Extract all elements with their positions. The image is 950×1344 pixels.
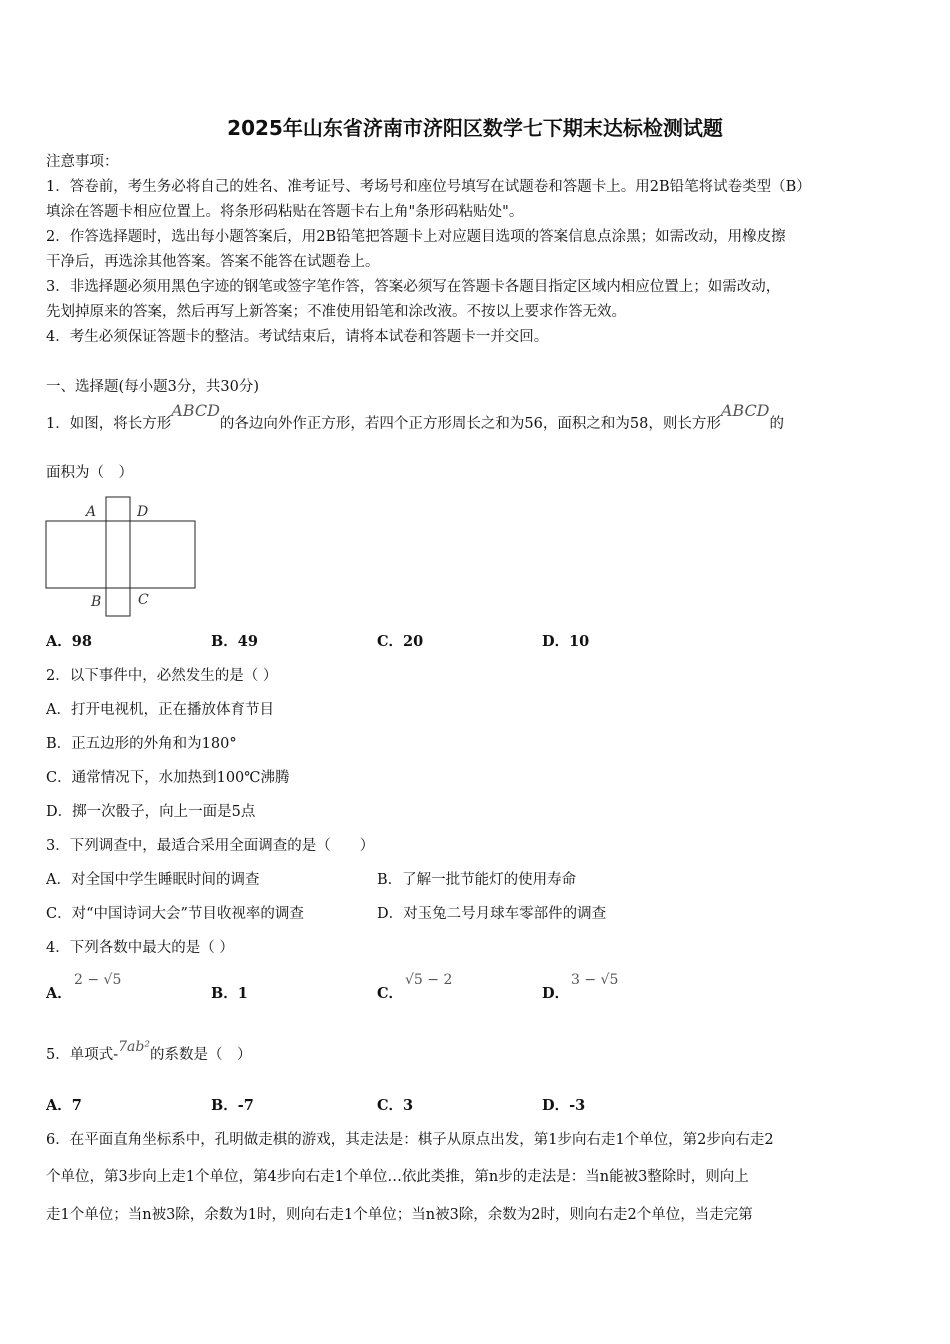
q1-math-abcd: ABCD <box>171 401 220 420</box>
figure-label-c: C <box>138 592 149 608</box>
q1-option-b[interactable]: B．49 <box>211 633 258 650</box>
q2-option-a[interactable]: A．打开电视机，正在播放体育节目 <box>46 702 274 718</box>
question-1-stem <box>46 401 785 434</box>
q3-option-b[interactable]: B．了解一批节能灯的使用寿命 <box>377 872 577 888</box>
q5-math-monomial: 7ab² <box>118 1039 150 1055</box>
q5-option-d[interactable]: D．-3 <box>542 1097 586 1114</box>
q1-option-a[interactable]: A．98 <box>46 633 92 650</box>
q4-option-a[interactable]: A． <box>46 985 72 1002</box>
q5-option-c[interactable]: C．3 <box>377 1097 414 1114</box>
q4-option-c[interactable]: C． <box>377 985 404 1002</box>
figure-label-a: A <box>86 504 97 520</box>
q3-option-a[interactable]: A．对全国中学生睡眠时间的调查 <box>46 872 260 888</box>
figure-label-d: D <box>137 504 149 520</box>
question-1-line2: 面积为（ ） <box>46 465 133 481</box>
q4-option-c-math: √5 − 2 <box>405 972 453 988</box>
notice-line: 4．考生必须保证答题卡的整洁。考试结束后，请将本试卷和答题卡一并交回。 <box>46 329 549 345</box>
q4-option-b[interactable]: B．1 <box>211 985 248 1002</box>
q1-option-d[interactable]: D．10 <box>542 633 590 650</box>
q2-option-b[interactable]: B．正五边形的外角和为180° <box>46 736 237 752</box>
q1-text-a: 1．如图，将长方形 <box>46 416 172 432</box>
notice-heading: 注意事项： <box>46 154 119 170</box>
section-heading: 一、选择题(每小题3分，共30分) <box>46 379 259 395</box>
q5-text-a: 5．单项式- <box>46 1047 119 1063</box>
question-3-stem: 3．下列调查中，最适合采用全面调查的是（ ） <box>46 838 375 854</box>
page-title: 2025年山东省济南市济阳区数学七下期末达标检测试题 <box>227 116 723 140</box>
q1-text-b: 的各边向外作正方形，若四个正方形周长之和为56，面积之和为58，则长方形 <box>219 416 721 432</box>
q1-option-c[interactable]: C．20 <box>377 633 424 650</box>
q3-option-d[interactable]: D．对玉兔二号月球车零部件的调查 <box>377 906 607 922</box>
q4-option-d-math: 3 − √5 <box>571 972 619 988</box>
q1-math-abcd-2: ABCD <box>720 401 770 420</box>
question-6-line: 走1个单位；当n被3除，余数为1时，则向右走1个单位；当n被3除，余数为2时，则向右走2个单位，当走完第 <box>46 1207 753 1223</box>
figure-label-b: B <box>91 594 102 610</box>
q1-figure <box>40 494 210 620</box>
q2-option-d[interactable]: D．掷一次骰子，向上一面是5点 <box>46 804 256 820</box>
question-2-stem: 2．以下事件中，必然发生的是（ ） <box>46 668 278 684</box>
question-6-line: 6．在平面直角坐标系中，孔明做走棋的游戏，其走法是：棋子从原点出发，第1步向右走1个单位，第2步向右走2 <box>46 1132 774 1148</box>
q1-text-c: 的 <box>769 416 785 432</box>
notice-line: 先划掉原来的答案，然后再写上新答案；不准使用铅笔和涂改液。不按以上要求作答无效。 <box>46 304 626 320</box>
q5-option-b[interactable]: B．-7 <box>211 1097 254 1114</box>
q4-option-a-math: 2 − √5 <box>74 972 122 988</box>
notice-line: 填涂在答题卡相应位置上。将条形码粘贴在答题卡右上角"条形码粘贴处"。 <box>46 204 524 220</box>
notice-line: 1．答卷前，考生务必将自己的姓名、准考证号、考场号和座位号填写在试题卷和答题卡上。用2B铅笔将试卷类型（B） <box>46 179 811 195</box>
question-4-stem: 4．下列各数中最大的是（ ） <box>46 940 234 956</box>
q5-option-a[interactable]: A．7 <box>46 1097 82 1114</box>
notice-line: 2．作答选择题时，选出每小题答案后，用2B铅笔把答题卡上对应题目选项的答案信息点涂黑；如需改动，用橡皮擦 <box>46 229 786 245</box>
question-6-line: 个单位，第3步向上走1个单位，第4步向右走1个单位…依此类推，第n步的走法是：当n能被3整除时，则向上 <box>46 1169 749 1185</box>
notice-line: 3．非选择题必须用黑色字迹的钢笔或签字笔作答，答案必须写在答题卡各题目指定区域内相应位置上；如需改动， <box>46 279 781 295</box>
q4-option-d[interactable]: D． <box>542 985 570 1002</box>
q3-option-c[interactable]: C．对“中国诗词大会”节目收视率的调查 <box>46 906 304 922</box>
question-5-stem <box>46 1039 252 1065</box>
notice-line: 干净后，再选涂其他答案。答案不能答在试题卷上。 <box>46 254 380 270</box>
q5-text-b: 的系数是（ ） <box>149 1047 252 1063</box>
figure-outer-rect <box>46 521 195 588</box>
q2-option-c[interactable]: C．通常情况下，水加热到100℃沸腾 <box>46 770 290 786</box>
figure-inner-rect <box>106 497 130 616</box>
